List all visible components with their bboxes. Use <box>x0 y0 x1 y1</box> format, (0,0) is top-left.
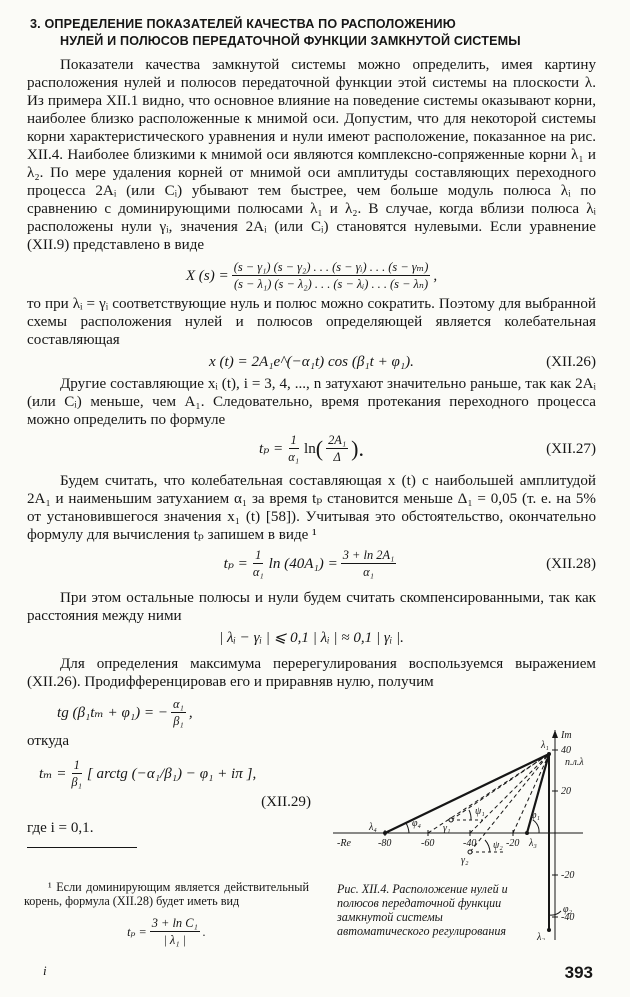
equation-xs <box>27 260 596 291</box>
pole-lambda4 <box>383 831 387 835</box>
eq-28-frac-num: 1 <box>255 548 262 562</box>
arc-phi1 <box>533 820 539 833</box>
eq-tg-den: β₁ <box>173 714 184 728</box>
footnote <box>24 880 309 951</box>
eq-tm-frac-num: 1 <box>73 758 80 772</box>
paragraph-cancel: то при λᵢ = γᵢ соответствующие нуль и полюс можно сократить. Поэтому для выбранной схемы расположения нулей и полюсов определяющей является колебательная составляющая <box>27 296 596 348</box>
label-lambda3: λ₃ <box>529 838 537 849</box>
figure-caption: Рис. XII.4. Расположение нулей и полюсов передаточной функции замкнутой системы автоматического регулирования <box>337 882 508 938</box>
line-gde: где i = 0,1. <box>27 820 94 836</box>
label-gamma2: γ₂ <box>461 855 469 866</box>
heading-line-2: НУЛЕЙ И ПОЛЮСОВ ПЕРЕДАТОЧНОЙ ФУНКЦИИ ЗАМКНУТОЙ СИСТЕМЫ <box>60 34 521 48</box>
footnote-rule <box>27 847 137 848</box>
stray-mark: i <box>43 963 47 978</box>
arc-phi4 <box>406 823 409 833</box>
tick-x-80: -80 <box>378 838 392 849</box>
footnote-text: ¹ Если доминирующим является действительный корень, формула (XII.28) будет иметь вид <box>24 880 309 908</box>
eq-xs-numerator: (s − γ₁) (s − γ₂) . . . (s − γᵢ) . . . (s − γₘ) <box>233 260 429 274</box>
eq-28-frac <box>251 548 266 579</box>
eq-tg-num: α₁ <box>173 697 184 711</box>
eq-28-mid: ln (40A₁) = <box>268 555 338 572</box>
paragraph-compensated: При этом остальные полюсы и нули будем считать скомпенсированными, так как расстояния между ними <box>27 590 596 624</box>
label-lambda1: λ₁ <box>541 740 549 751</box>
equation-inequality <box>27 629 596 647</box>
paragraph-intro: Показатели качества замкнутой системы можно определить, имея картину расположения нулей и полюсов передаточной функции этой системы на плоскости λ. Из примера XII.1 видно, что основное влияние на поведение системы оказывают корни, наиболее близко расположенные к мнимой оси. Допустим, что для некоторой системы корни характеристического уравнения и нули имеют расположение, показанное на рис. XII.4. Наиболее близкими к мнимой оси являются комплексно-сопряженные корни λ₁ и λ₂. По мере удаления корней от мнимой оси амплитуды составляющих переходного процесса 2Aᵢ (или Cᵢ) убывают тем быстрее, чем больше модуль полюса λᵢ по сравнению с доминирующими полюсами λ₁ и λ₂. В случае, когда вблизи полюса λᵢ расположены нули γᵢ, значения 2Aᵢ (или Cᵢ) становятся нулевыми. Если уравнение (XII.9) представлено в виде <box>27 57 596 253</box>
eq-27-inner-den: Δ <box>333 450 341 464</box>
eq-inequality-body: | λᵢ − γᵢ | ⩽ 0,1 | λᵢ | ≈ 0,1 | γᵢ |. <box>219 630 404 646</box>
eq-tm-frac <box>69 758 83 789</box>
tick-y-20: 20 <box>561 786 571 797</box>
section-heading <box>30 16 604 50</box>
paragraph-other: Другие составляющие xᵢ (t), i = 3, 4, ..., n затухают значительно раньше, так как 2Aᵢ (или Cᵢ) меньше, чем A₁. Следовательно, время протекания переходного процесса можно определить по формуле <box>27 376 596 428</box>
eq-29-number: (XII.29) <box>261 794 311 810</box>
paragraph-overshoot: Для определения максимума перерегулирования воспользуемся выражением (XII.26). Продифференцировав его и приравняв нулю, получим <box>27 656 596 690</box>
tick-y-neg20: -20 <box>561 870 575 881</box>
eq-27-number: (XII.27) <box>546 440 596 457</box>
tick-y-neg40: -40 <box>561 912 575 923</box>
label-unit: n.л.λ <box>565 757 584 768</box>
eq-26-number: (XII.26) <box>546 354 596 370</box>
eq-tm-frac-den: β₁ <box>71 775 82 789</box>
zero-gamma2 <box>468 850 472 854</box>
label-phi4: φ₄ <box>412 818 422 829</box>
eq-tm-body: [ arctg (−α₁/β₁) − φ₁ + iπ ], <box>86 765 257 782</box>
eq-tm-lhs: tₘ = <box>39 765 67 782</box>
eq-28-lhs: tₚ = <box>223 555 248 572</box>
eq-xs-lhs: X (s) = <box>185 267 229 284</box>
tick-x-60: -60 <box>421 838 435 849</box>
label-psi1: ψ₁ <box>475 806 485 817</box>
eq-26-body: x (t) = 2A₁e^(−α₁t) cos (β₁t + φ₁). <box>209 354 414 370</box>
equation-xii27: tₚ = $\frac{1}{\text{α₁}}$ ln ( $\frac{\text{2A₁}}{\Delta}$ ). (XII.27) <box>259 433 596 464</box>
pole-lambda2 <box>547 928 551 932</box>
eq-27-lhs: tₚ = <box>259 440 284 457</box>
tick-y-40: 40 <box>561 745 571 756</box>
equation-xii28 <box>27 548 596 579</box>
eq-27-inner <box>326 433 348 464</box>
label-phi2: φ₂ <box>563 904 573 915</box>
word-otkuda: откуда <box>27 733 70 749</box>
eq-tg-lhs: tg (β₁tₘ + φ₁) = − <box>57 704 169 721</box>
label-lambda2: λ₂ <box>537 932 545 940</box>
label-im: Im <box>561 730 572 741</box>
zero-gamma1 <box>449 818 453 822</box>
eq-28-frac-den: α₁ <box>252 565 264 579</box>
eq-27-inner-num: 2A₁ <box>328 433 347 447</box>
tick-x-20: -20 <box>506 838 520 849</box>
arc-psi1 <box>469 810 471 820</box>
eq-tg-frac <box>171 697 186 728</box>
footnote-eq-frac <box>150 916 200 947</box>
eq-xs-tail: , <box>433 267 438 284</box>
eq-28-rhs-num: 3 + ln 2A₁ <box>342 548 395 562</box>
label-phi1: φ₁ <box>531 810 541 821</box>
eq-xs-fraction <box>232 260 431 291</box>
footnote-eq-lhs: tₚ = <box>127 924 147 939</box>
page-number: 393 <box>564 963 593 982</box>
equation-tm <box>27 758 317 789</box>
footnote-eq-den: | λ₁ | <box>163 933 187 947</box>
eq-28-number: (XII.28) <box>546 555 596 572</box>
equation-xii26 <box>27 353 596 371</box>
eq-28-rhs <box>341 548 397 579</box>
eq-xs-denominator: (s − λ₁) (s − λ₂) . . . (s − λᵢ) . . . (s − λₙ) <box>234 277 429 291</box>
tick-x-40: -40 <box>463 838 477 849</box>
pole-lambda3 <box>525 831 529 835</box>
footnote-eq-num: 3 + ln C₁ <box>151 916 198 930</box>
pole-lambda1 <box>547 752 551 756</box>
label-re: -Re <box>337 838 351 849</box>
eq-27-frac-num: 1 <box>290 433 297 447</box>
arc-psi2 <box>485 840 490 852</box>
eq-28-rhs-den: α₁ <box>363 565 374 579</box>
label-psi2: ψ₂ <box>493 840 503 851</box>
eq-27-frac-den: α₁ <box>288 450 300 464</box>
eq-27-ln: ln <box>304 440 316 457</box>
paragraph-oscillation: Будем считать, что колебательная составляющая x (t) с наибольшей амплитудой 2A₁ и наименьшим затуханием α₁ за время tₚ становится меньше Δ₁ = 0,05 (т. е. на 5% от установившегося значения x₁ (t) [58]). Учитывая это обстоятельство, окончательно формулу для вычисления tₚ запишем в виде ¹ <box>27 473 596 543</box>
imag-axis-arrow <box>552 730 558 738</box>
eq-27-frac <box>286 433 301 464</box>
label-lambda4: λ₄ <box>369 822 377 833</box>
heading-line-1: 3. ОПРЕДЕЛЕНИЕ ПОКАЗАТЕЛЕЙ КАЧЕСТВА ПО РАСПОЛОЖЕНИЮ <box>30 17 456 31</box>
line-l4-l1 <box>385 754 549 833</box>
equation-tg: tg (β₁tₘ + φ₁) = − $\frac{\text{α₁}}{\text{β₁}}$ , <box>57 697 193 728</box>
label-gamma1: γ₁ <box>443 823 451 834</box>
footnote-equation: tₚ = $\frac{\text{3 + ln C₁}}{\text{| λ₁ |}}$ . <box>127 916 206 947</box>
left-equations <box>27 697 317 848</box>
